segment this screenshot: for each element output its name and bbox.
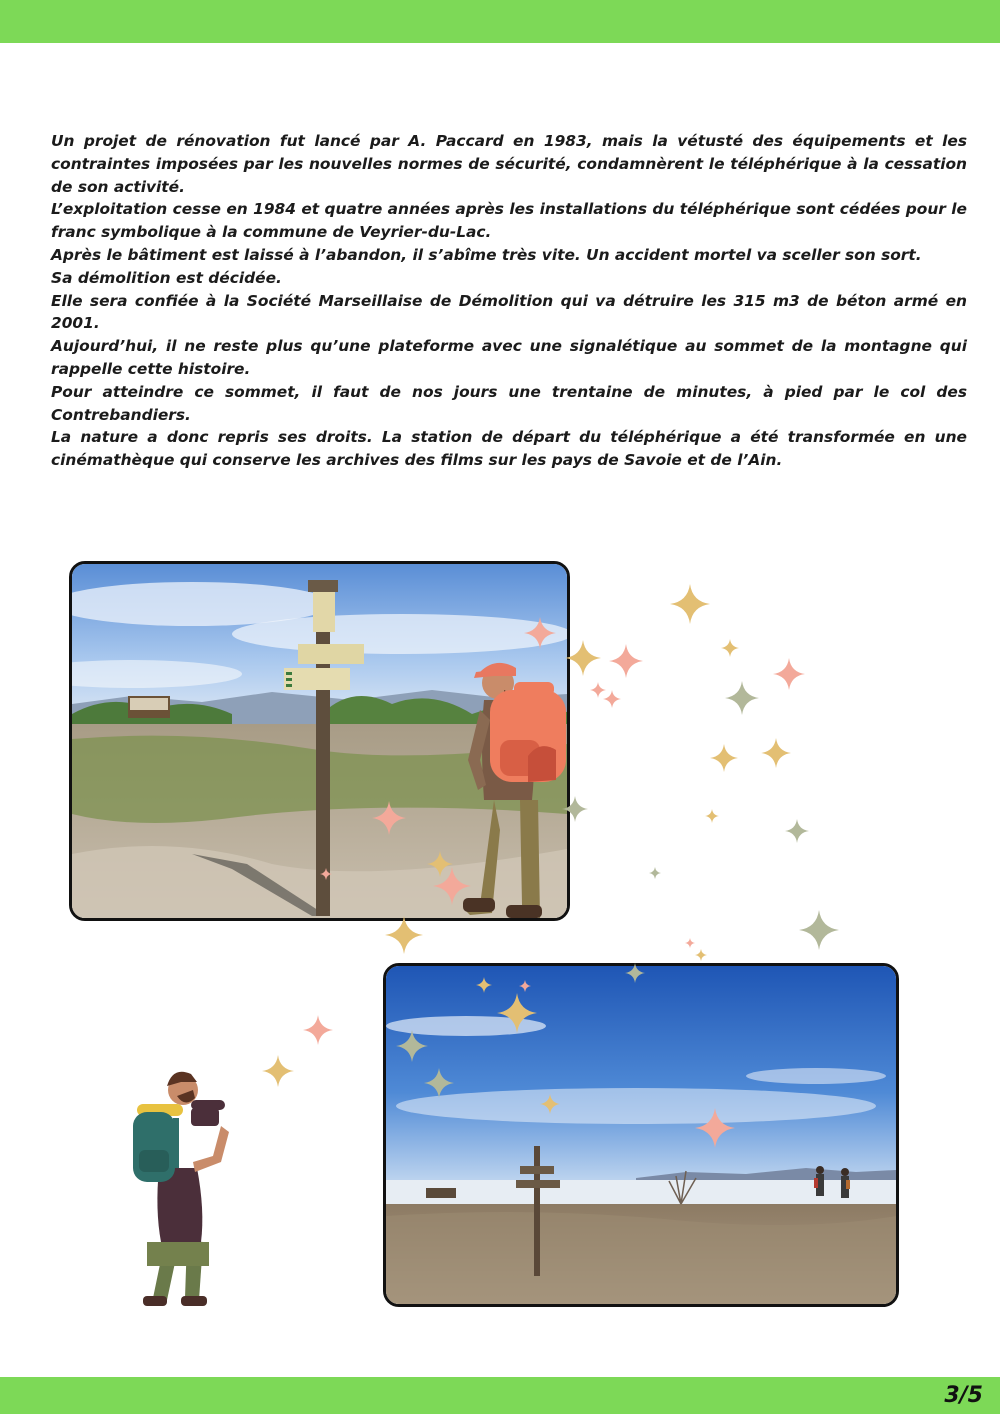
sea-of-clouds-photo: [383, 963, 899, 1307]
paragraph: Elle sera confiée à la Société Marseillaise de Démolition qui va détruire les 315 m3 de béton armé en 2001.: [51, 291, 967, 333]
paragraph: Un projet de rénovation fut lancé par A. Paccard en 1983, mais la vétusté des équipements et les contraintes imposées par les nouvelles normes de sécurité, condamnèrent le téléphérique à la cessation de son activité.: [51, 132, 967, 196]
hiker-green-backpack-icon: [125, 1060, 255, 1310]
paragraph: La nature a donc repris ses droits. La station de départ du téléphérique a été transformée en une cinémathèque qui conserve les archives des films sur les pays de Savoie et de l’Ain.: [51, 428, 967, 470]
paragraph: L’exploitation cesse en 1984 et quatre années après les installations du téléphérique sont cédées pour le franc symbolique à la commune de Veyrier-du-Lac.: [51, 200, 967, 242]
bottom-band: [0, 1377, 1000, 1414]
paragraph: Pour atteindre ce sommet, il faut de nos jours une trentaine de minutes, à pied par le col des Contrebandiers.: [51, 382, 967, 424]
paragraph: Sa démolition est décidée.: [51, 268, 282, 287]
summit-signpost-photo: [69, 561, 570, 921]
top-band: [0, 0, 1000, 43]
paragraph: Après le bâtiment est laissé à l’abandon, il s’abîme très vite. Un accident mortel va sceller son sort.: [51, 245, 922, 264]
paragraph: Aujourd’hui, il ne reste plus qu’une plateforme avec une signalétique au sommet de la montagne qui rappelle cette histoire.: [51, 337, 967, 378]
page-number: 3/5: [944, 1383, 983, 1408]
body-text: [51, 130, 967, 472]
